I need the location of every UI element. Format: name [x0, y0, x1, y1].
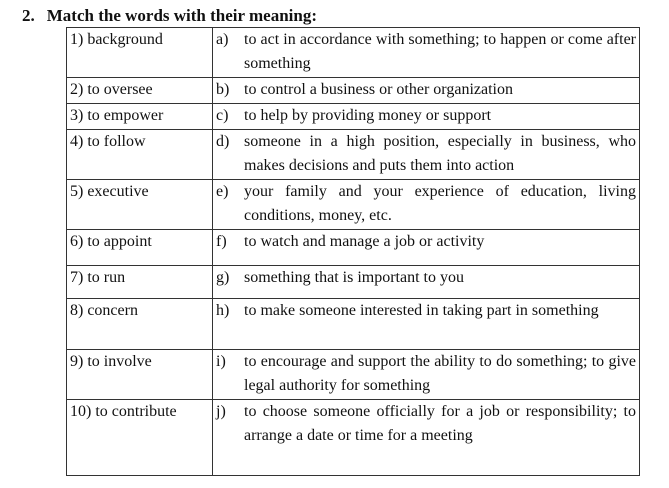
meaning-letter: i): [216, 353, 226, 370]
meaning-cell: [213, 230, 640, 266]
word-cell: 9) to involve: [67, 350, 213, 400]
meaning-letter: j): [216, 403, 226, 420]
meaning-letter: a): [216, 31, 229, 48]
meaning-text: to help by providing money or support: [244, 107, 492, 124]
meaning-cell: [213, 130, 640, 180]
meaning-text: to act in accordance with something; to happen or come after something: [244, 31, 636, 72]
word-cell: 8) concern: [67, 299, 213, 350]
meaning-text: something that is important to you: [244, 269, 464, 286]
meaning-cell: [213, 78, 640, 104]
meaning-text: to watch and manage a job or activity: [244, 233, 485, 250]
word-cell: 4) to follow: [67, 130, 213, 180]
meaning-letter: d): [216, 133, 230, 150]
table-row: [67, 28, 640, 78]
meaning-text: your family and your experience of education, living conditions, money, etc.: [244, 183, 636, 224]
meaning-letter: g): [216, 269, 230, 286]
meaning-text: someone in a high position, especially in business, who makes decisions and puts them into action: [244, 133, 636, 174]
meaning-cell: [213, 350, 640, 400]
meaning-letter: h): [216, 302, 230, 319]
meaning-cell: [213, 400, 640, 476]
meaning-letter: c): [216, 107, 229, 124]
exercise-number: 2.: [22, 6, 35, 25]
meaning-cell: [213, 104, 640, 130]
meaning-cell: [213, 299, 640, 350]
table-row: [67, 230, 640, 266]
exercise-title: [22, 6, 317, 26]
meaning-text: to choose someone officially for a job or responsibility; to arrange a date or time for a meeting: [244, 403, 636, 444]
meaning-cell: [213, 180, 640, 230]
word-cell: 6) to appoint: [67, 230, 213, 266]
meaning-letter: b): [216, 81, 230, 98]
table-row: [67, 400, 640, 476]
meaning-text: to encourage and support the ability to do something; to give legal authority for something: [244, 353, 636, 394]
word-cell: 10) to contribute: [67, 400, 213, 476]
table-row: [67, 299, 640, 350]
word-cell: 1) background: [67, 28, 213, 78]
meaning-letter: f): [216, 233, 227, 250]
word-cell: 5) executive: [67, 180, 213, 230]
table-row: [67, 266, 640, 299]
word-cell: 3) to empower: [67, 104, 213, 130]
word-cell: 7) to run: [67, 266, 213, 299]
word-cell: 2) to oversee: [67, 78, 213, 104]
exercise-instruction: Match the words with their meaning:: [46, 6, 317, 25]
meaning-cell: [213, 28, 640, 78]
table-row: [67, 130, 640, 180]
table-row: [67, 350, 640, 400]
table-row: [67, 180, 640, 230]
meaning-text: to make someone interested in taking part in something: [244, 302, 599, 319]
meaning-cell: [213, 266, 640, 299]
matching-table: [66, 27, 640, 476]
table-row: [67, 78, 640, 104]
table-row: [67, 104, 640, 130]
meaning-letter: e): [216, 183, 229, 200]
meaning-text: to control a business or other organization: [244, 81, 513, 98]
